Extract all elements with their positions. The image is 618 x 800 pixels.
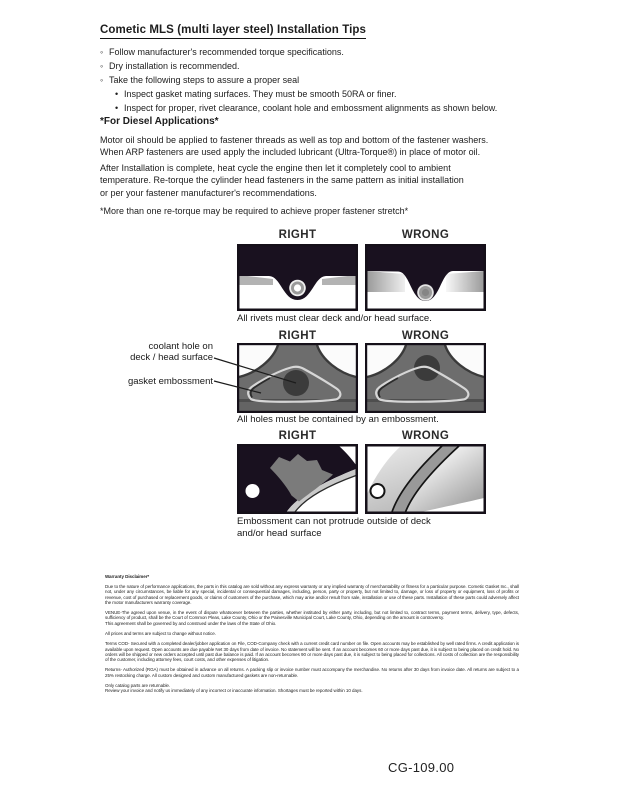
list-item [100, 87, 497, 101]
hollow-bullet-icon: ◦ [100, 61, 104, 71]
callout-line: coolant hole on [148, 341, 213, 352]
list-item [100, 45, 497, 59]
callout-line: deck / head surface [130, 352, 213, 363]
retorque-note: *More than one re-torque may be required to achieve proper fastener stretch* [100, 206, 409, 216]
paragraph-line: Motor oil should be applied to fastener threads as well as top and bottom of the fastener washers. [100, 135, 489, 145]
warranty-heading: Warranty Disclaimer* [105, 574, 150, 579]
list-item [100, 73, 497, 87]
list-item [100, 101, 497, 115]
installation-tips-list [100, 45, 497, 115]
hollow-bullet-icon: ◦ [100, 47, 104, 57]
list-item-text: Dry installation is recommended. [109, 61, 240, 71]
warranty-paragraph: VENUE-The agreed upon venue, in the event of dispute whatsoever between the parties, whether instituted by either party, including, but not limited to, contract terms, payment terms, delivery, type, defects, sufficiency of product, shall be the Court of Common Pleas, Lake County, Ohio or the Painesville Municipal Court, Lake County, Ohio, depending on the amount in controversy. [105, 610, 519, 621]
warranty-paragraph: All prices and terms are subject to change without notice. [105, 631, 216, 636]
warranty-paragraph: Terms COD- Secured with a completed dealer/jobber application on File, COD-Company check with a current credit card number on file. Open accounts may be established by well rated firms. A credit application is available upon request. Open accounts are due payable Net 30 days from date of invoice. No statement will be sent. If an account becomes 60 or more days past due, it is subject to being placed on credit hold. No orders will be shipped or new orders accepted until past due balance is paid. If an account becomes 90 or more days past due, it is subject to being placed for collections. All costs of collection are the responsibility of the customer, including attorney fees, court costs, and other expenses of litigation. [105, 641, 519, 662]
paragraph-line: or per your fastener manufacturer's recommendations. [100, 187, 317, 198]
fig1-right-panel [237, 244, 358, 311]
warranty-paragraph: Due to the nature of performance applications, the parts in this catalog are sold without any express warranty or any implied warranty of merchantability or fitness for a particular purpose. Cometic Gasket Inc., shall not, under any circumstances, be liable for any special, incidental or consequential damages, including, person, party or property, but not limited to, damage, or loss of property or equipment, loss of profits or revenue, cost of purchased or replacement goods, or claims of customers of the purchase, which may arise and/or result from sale, installation or use of these parts. Installation of these parts could adversely affect the motor manufacturers warranty coverage. [105, 584, 519, 605]
page-title: Cometic MLS (multi layer steel) Installation Tips [100, 24, 366, 39]
list-item [100, 59, 497, 73]
paragraph-line: After Installation is complete, heat cycle the engine then let it completely cool to ambient [100, 163, 451, 173]
fig1-wrong-panel [365, 244, 486, 311]
bullet-icon: • [115, 103, 119, 113]
fig2-wrong-label: WRONG [401, 330, 450, 342]
bullet-icon: • [115, 89, 119, 99]
warranty-paragraph: Only catalog parts are returnable. [105, 682, 171, 688]
fig1-right-label: RIGHT [278, 229, 317, 241]
fig3-wrong-panel [365, 444, 486, 514]
fig3-wrong-label: WRONG [401, 430, 450, 442]
fig2-wrong-panel [365, 343, 486, 413]
hollow-bullet-icon: ◦ [100, 75, 104, 85]
callout-leader-lines [213, 353, 305, 399]
warranty-paragraph: Returns- Authorized (RGA) must be obtained in advance on all returns. A packing slip or invoice number must accompany the merchandise. No returns after 30 days from invoice date. All returns are subject to a 25% restocking charge. All custom designed and custom manufactured gaskets are non-returnable. [105, 667, 519, 678]
fig3-right-label: RIGHT [278, 430, 317, 442]
diesel-applications-heading: *For Diesel Applications* [100, 116, 219, 127]
list-item-text: Inspect gasket mating surfaces. They must be smooth 50RA or finer. [124, 89, 397, 99]
fig1-caption: All rivets must clear deck and/or head surface. [237, 313, 432, 324]
gasket-embossment-callout: gasket embossment [127, 376, 213, 387]
warranty-paragraph: This agreement shall be governed by and construed under the laws of the State of Ohio. [105, 620, 277, 626]
catalog-page-code: CG-109.00 [388, 760, 455, 775]
list-item-text: Inspect for proper, rivet clearance, coolant hole and embossment alignments as shown below. [124, 103, 498, 113]
fig3-caption [237, 516, 431, 540]
warranty-disclaimer [105, 574, 519, 699]
paragraph-line: temperature. Re-torque the cylinder head fasteners in the same pattern as initial installation [100, 175, 464, 186]
fig2-caption: All holes must be contained by an embossment. [237, 414, 439, 425]
warranty-paragraph: Review your invoice and notify us immediately of any incorrect or inaccurate information. Shortages must be reported within 10 days. [105, 688, 363, 694]
bolt-hole-icon [246, 484, 260, 498]
list-item-text: Take the following steps to assure a proper seal [109, 75, 300, 85]
fig1-wrong-label: WRONG [401, 229, 450, 241]
bolt-hole-icon [371, 484, 385, 498]
paragraph-line: When ARP fasteners are used apply the included lubricant (Ultra-Torque®) in place of motor oil. [100, 147, 481, 158]
fig2-right-label: RIGHT [278, 330, 317, 342]
diesel-paragraph-2 [100, 162, 464, 199]
caption-line: and/or head surface [237, 528, 322, 539]
diesel-paragraph-1 [100, 134, 488, 159]
coolant-hole-callout [100, 341, 213, 363]
list-item-text: Follow manufacturer's recommended torque specifications. [109, 47, 344, 57]
caption-line: Embossment can not protrude outside of deck [237, 516, 431, 527]
fig3-right-panel [237, 444, 358, 514]
